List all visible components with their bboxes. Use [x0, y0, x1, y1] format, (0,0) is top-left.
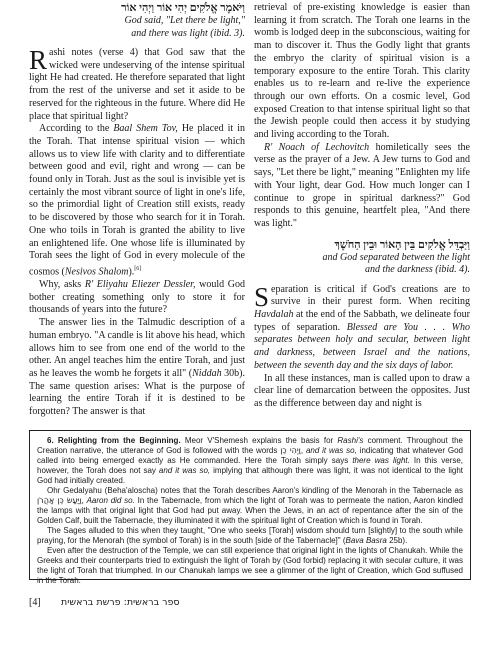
- footnote-box: [29, 430, 471, 585]
- hebrew-text: וַיַּעַשׂ כֵּן אַהֲרֹן: [37, 496, 82, 505]
- italic-text: and it was so,: [158, 466, 211, 475]
- text-run: According to the: [39, 123, 114, 135]
- paragraph: [29, 317, 245, 419]
- drop-cap: S: [254, 281, 270, 312]
- text-run: homiletically sees the verse as the prayer of a Jew. A Jew turns to God and says, "Let there be light," meaning "Enlighten my life with Your light, dear God. How much longer can I continue to grope in spiritual darkness?" God responds to this genuine, heartfelt plea, "And there was light.": [254, 141, 470, 229]
- hebrew-text: וַיְהִי כֵן: [280, 446, 301, 455]
- text-run: indicating that whatever God called into being emerged exactly as He commanded. Here the Torah simply says: [37, 446, 464, 465]
- page-number: [4]: [29, 597, 41, 608]
- paragraph: [29, 279, 245, 317]
- paragraph: retrieval of pre-existing knowledge is easier than learning it from scratch. The Torah one learns in the womb is lodged deep in the subconscious, waiting for man to discover it. Thus the Godly light that grants the embryo the clarity of spiritual vision is a temporary exposure to the entire Torah. This clarity enables us to re-learn and re-live the experience through our own efforts. On a cosmic level, God exposed Creation to that intense spiritual light so that the Jewish people could then access it by studying and living according to the Torah.: [254, 2, 470, 141]
- italic-text: Havdalah: [254, 309, 294, 321]
- italic-text: Blessed are You . . . Who separates between holy and secular, between light and darkness, between Israel and the nations, between the seventh day and the six days of labor.: [254, 321, 470, 371]
- text-run: Meor V'Shemesh explains the basis for: [180, 436, 338, 445]
- text-run: at the end of the Sabbath, we delineate four types of separation.: [254, 309, 470, 333]
- text-run: He placed it in the Torah. That intense spiritual vision — which allows us to view life with clarity and to differentiate between good and evil, right and wrong — can be found only in Torah. Just as the soul is invisible yet is certainly the most vibrant source of light in one's life, so the primordial light of Creation still exists, ready to be discovered by those who search for it in Torah. One who toils in Torah is granted the ability to live an enlightened life. One whose life is illuminated by Torah sees the light of God in every molecule of the cosmos (: [29, 123, 246, 278]
- italic-text: Bava Basra: [345, 536, 387, 545]
- verse-block: [254, 239, 470, 277]
- drop-cap: R: [29, 45, 48, 75]
- footnote-paragraph: [37, 486, 463, 526]
- italic-text: and it was so,: [305, 446, 357, 455]
- text-run: Ohr Gedalyahu (Beha'aloscha) notes that the Torah describes Aaron's kindling of the Menorah in the Tabernacle as: [47, 486, 463, 495]
- text-run: would God bother creating something only to store it for thousands of years into the future?: [29, 278, 245, 316]
- verse-hebrew: וַיֹּאמֶר אֱלֹקִים יְהִי אוֹר וַיְהִי אוֹר: [121, 2, 245, 14]
- italic-text: Rashi's: [337, 436, 364, 445]
- footnote-title: 6. Relighting from the Beginning.: [47, 436, 181, 445]
- verse-hebrew: וַיַּבְדֵּל אֱלֹקִים בֵּין הָאוֹר וּבֵין הַחֹשֶׁךְ: [334, 238, 470, 251]
- text-run: eparation is critical if God's creations are to survive in their purest form. When reciting: [271, 283, 470, 308]
- italic-text: Aaron did so.: [86, 496, 135, 505]
- text-run: In this verse, however, the Torah does not say: [37, 456, 464, 475]
- text-run: implying that although there was light, it was not identical to the light God had initially created.: [37, 466, 463, 485]
- text-run: 25b).: [386, 536, 408, 545]
- verse-english-line-1: and God separated between the light: [322, 251, 470, 263]
- text-run: The answer lies in the Talmudic description of a human embryo. "A candle is lit above his head, which allows him to see from one end of the world to the other. An angel teaches him the entire Torah, and just as he leaves the womb he forgets it all" (: [29, 317, 245, 379]
- italic-text: Niddah: [192, 367, 222, 379]
- text-run: The Sages alluded to this when they taught, "One who seeks [Torah] wisdom should turn [slightly] to the south while praying, for the Menorah (the symbol of Torah) is in the south [side of the Tabernacle]" (: [37, 526, 463, 545]
- page-footer: [29, 597, 471, 611]
- text-run: Why, asks: [39, 278, 85, 290]
- text-run: ,: [300, 446, 306, 455]
- footnote-ref[interactable]: [6]: [134, 265, 142, 272]
- text-run: In the Tabernacle, from which the light of Torah was to permeate the nation, Aaron kindled the lamps with that original light that God had put away. When the Jews, in an act of repentance after the sin of the Golden Calf, built the Tabernacle, they illuminated it with the spiritual light of Creation which is found in Torah.: [37, 496, 464, 525]
- right-column: [254, 2, 470, 411]
- paragraph: In all these instances, man is called upon to draw a clear line of demarcation between the opposites. Just as the difference between day and night is: [254, 372, 470, 409]
- verse-english-line-2: and there was light (ibid. 3).: [131, 27, 245, 39]
- verse-block: [29, 2, 245, 40]
- italic-text: R' Eliyahu Eliezer Dessler,: [84, 278, 196, 290]
- paragraph: [254, 281, 470, 373]
- text-run: ,: [81, 496, 87, 505]
- running-head: ספר בראשית: פרשת בראשית: [61, 597, 180, 608]
- italic-text: Baal Shem Tov,: [113, 123, 178, 135]
- verse-english-line-1: God said, "Let there be light,": [124, 15, 245, 26]
- paragraph-text: ashi notes (verse 4) that God saw that the wicked were undeserving of the intense spiritual light He had created. He therefore separated that light from the rest of the universe and set it aside to be reserved for the righteous in the future. Where did He place that spiritual light?: [29, 47, 245, 122]
- text-run: ).: [128, 266, 135, 278]
- text-run: 30b). The same question arises: What is the purpose of learning the entire Torah if it is destined to be forgotten? The answer is that: [29, 367, 245, 418]
- footnote-paragraph: [37, 436, 463, 486]
- paragraph: [29, 47, 245, 123]
- italic-text: there was light.: [352, 456, 410, 465]
- left-column: [29, 2, 245, 419]
- text-run: comment. Throughout the Creation narrative, the utterance of God is followed with the words: [37, 436, 463, 455]
- italic-text: R' Noach of Lechovitch: [264, 141, 370, 153]
- footnote-paragraph: [37, 526, 463, 546]
- verse-english-line-2: and the darkness (ibid. 4).: [365, 264, 470, 276]
- footnote-paragraph: Even after the destruction of the Temple, we can still experience that original light in the lights of Chanukah. While the Greeks and their counterparts tried to extinguish the light of Torah by (God forbid) replacing it with secular culture, it was the light of Torah that triumphed. In our Chanukah lamps we see a glimmer of the light of Creation, which God suffused in the Torah.: [37, 546, 463, 585]
- italic-text: Nesivos Shalom: [64, 266, 129, 278]
- paragraph: [29, 123, 245, 279]
- paragraph: [254, 142, 470, 231]
